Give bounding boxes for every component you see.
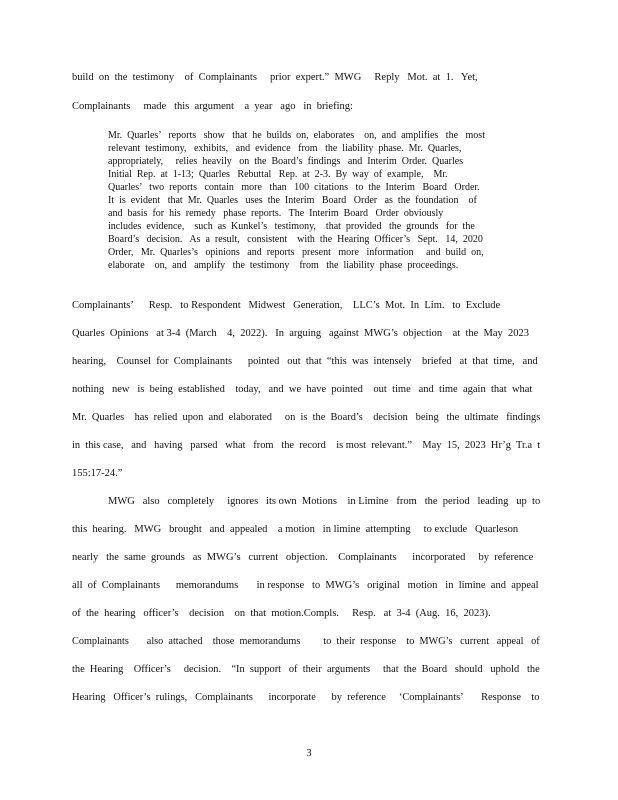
body-line: MWG also completely ignores its own Motions in Limine from the period leading up to (108, 496, 541, 507)
block-quote-line: Initial Rep. at 1-13; Quarles Rebuttal Rep. at 2-3. By way of example, Mr. (108, 169, 448, 180)
block-quote-line: Quarles’ two reports contain more than 100 citations to the Interim Board Order. (108, 182, 480, 193)
body-line: build on the testimony of Complainants prior expert.” MWG Reply Mot. at 1. Yet, (72, 72, 478, 83)
block-quote-line: relevant testimony, exhibits, and evidence from the liability phase. Mr. Quarles, (108, 143, 462, 154)
page-number: 3 (306, 748, 312, 759)
body-line: the Hearing Officer’s decision. “In support of their arguments that the Board should uphold the (72, 664, 540, 675)
body-line: this hearing. MWG brought and appealed a motion in limine attempting to exclude Quarleson (72, 524, 519, 535)
body-line: Complainants made this argument a year ago in briefing: (72, 101, 353, 112)
body-line: nothing new is being established today, and we have pointed out time and time again that what (72, 384, 533, 395)
body-line: in this case, and having parsed what from the record is most relevant.” May 15, 2023 Hr’g Tr.a t (72, 440, 541, 451)
body-line: of the hearing officer’s decision on that motion.Compls. Resp. at 3-4 (Aug. 16, 2023). (72, 608, 491, 619)
body-line: all of Complainants memorandums in response to MWG’s original motion in limine and appeal (72, 580, 539, 591)
body-line: Hearing Officer’s rulings, Complainants incorporate by reference ‘Complainants’ Response to (72, 692, 540, 703)
body-line: hearing, Counsel for Complainants pointed out that “this was intensely briefed at that time, and (72, 356, 538, 367)
body-line: nearly the same grounds as MWG’s current objection. Complainants incorporated by reference (72, 552, 534, 563)
block-quote-line: includes evidence, such as Kunkel’s testimony, that provided the grounds for the (108, 221, 475, 232)
body-line: Quarles Opinions at 3-4 (March 4, 2022). In arguing against MWG’s objection at the May 2023 (72, 328, 530, 339)
block-quote-line: elaborate on, and amplify the testimony from the liability phase proceedings. (108, 260, 459, 271)
body-line: Complainants’ Resp. to Respondent Midwest Generation, LLC’s Mot. In Lim. to Exclude (72, 300, 501, 311)
block-quote-line: Board’s decision. As a result, consistent with the Hearing Officer’s Sept. 14, 2020 (108, 234, 483, 245)
block-quote-line: Mr. Quarles’ reports show that he builds on, elaborates on, and amplifies the most (108, 130, 485, 141)
block-quote-line: It is evident that Mr. Quarles uses the Interim Board Order as the foundation of (108, 195, 477, 206)
body-line: Complainants also attached those memorandums to their response to MWG’s current appeal of (72, 636, 540, 647)
block-quote-line: appropriately, relies heavily on the Board’s findings and Interim Order. Quarles (108, 156, 464, 167)
body-line: Mr. Quarles has relied upon and elaborated on is the Board’s decision being the ultimate findings (72, 412, 541, 423)
body-line: 155:17-24.” (72, 468, 123, 479)
block-quote-line: Order, Mr. Quarles’s opinions and reports present more information and build on, (108, 247, 484, 258)
block-quote-line: and basis for his remedy phase reports. The Interim Board Order obviously (108, 208, 444, 219)
